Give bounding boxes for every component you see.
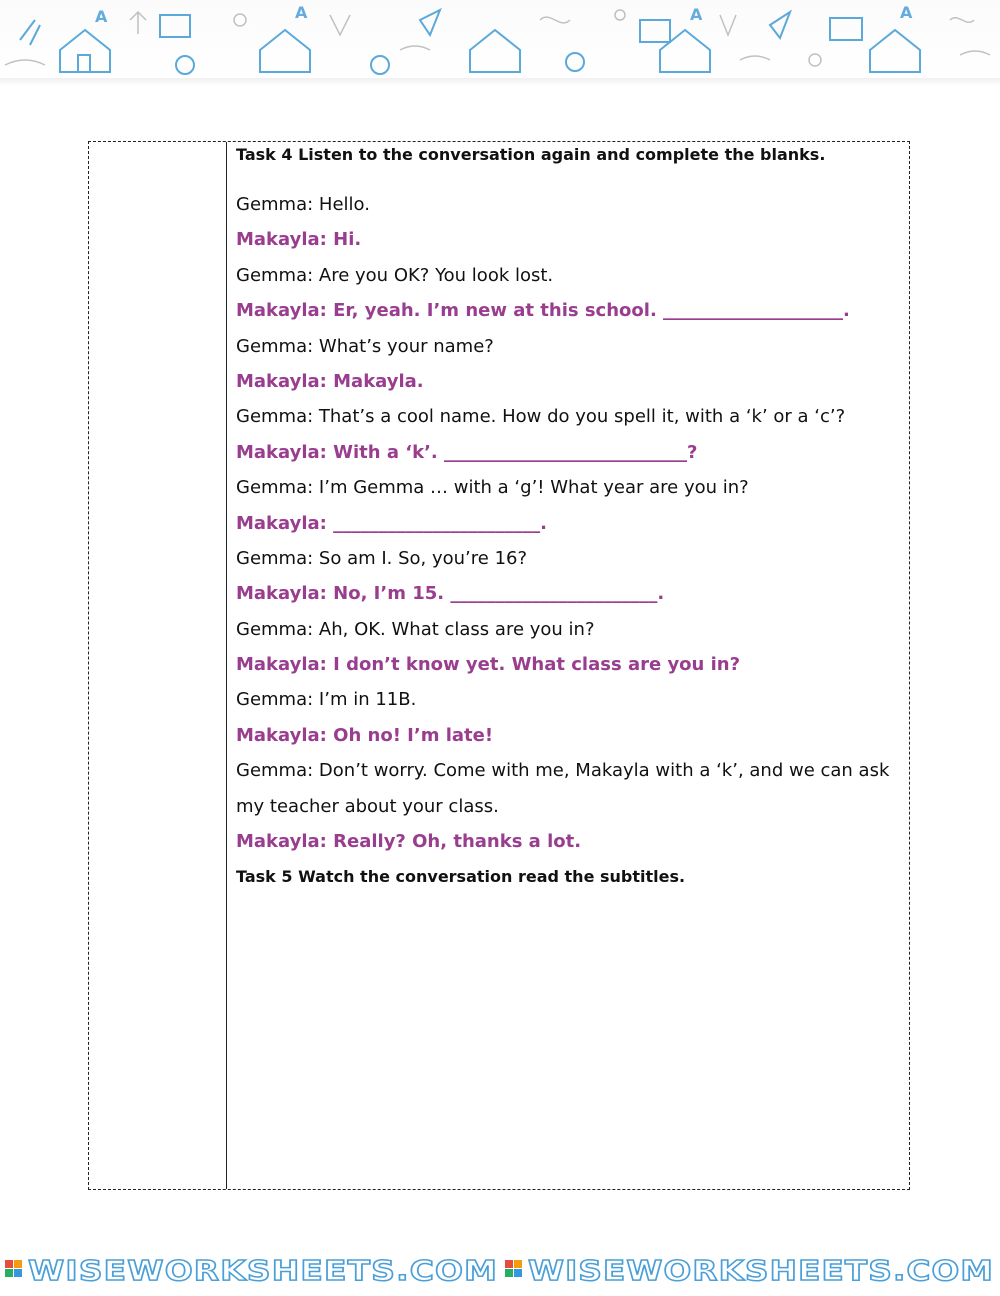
gemma-line: Gemma: I’m Gemma … with a ‘g’! What year are you in? <box>236 477 749 499</box>
watermark-text-left: WISEWORKSHEETS.COM <box>28 1254 498 1287</box>
column-divider <box>226 142 227 1189</box>
footer-watermark <box>0 1252 1000 1292</box>
decorative-banner <box>0 0 1000 80</box>
gemma-line: Gemma: I’m in 11B. <box>236 689 417 711</box>
svg-text:A: A <box>295 3 308 22</box>
makayla-line: Makayla: Er, yeah. I’m new at this school. ____________________. <box>236 300 850 322</box>
makayla-line: Makayla: I don’t know yet. What class are you in? <box>236 654 741 676</box>
svg-text:A: A <box>95 7 108 26</box>
svg-text:A: A <box>690 5 703 24</box>
makayla-line: Makayla: Really? Oh, thanks a lot. <box>236 831 582 853</box>
school-doodles-icon <box>0 0 1000 80</box>
gemma-line: Gemma: Hello. <box>236 194 370 215</box>
gemma-line: Gemma: That’s a cool name. How do you spell it, with a ‘k’ or a ‘c’? <box>236 406 846 428</box>
makayla-line: Makayla: Hi. <box>236 229 362 251</box>
dialogue <box>236 187 906 859</box>
worksheet-content <box>236 143 906 893</box>
makayla-line: Makayla: No, I’m 15. _______________________. <box>236 583 665 605</box>
task4-title: Task 4 Listen to the conversation again and complete the blanks. <box>236 145 826 164</box>
svg-text:A: A <box>900 3 913 22</box>
gemma-line: Gemma: What’s your name? <box>236 335 494 357</box>
banner-shadow <box>0 78 1000 86</box>
makayla-line: Makayla: With a ‘k’. ___________________________? <box>236 441 698 463</box>
task5-title: Task 5 Watch the conversation read the subtitles. <box>236 867 686 887</box>
gemma-line: Gemma: So am I. So, you’re 16? <box>236 547 528 569</box>
makayla-line: Makayla: Makayla. <box>236 370 424 392</box>
wiseworksheets-logo-icon <box>0 1252 1000 1292</box>
gemma-line: Gemma: Don’t worry. Come with me, Makayla with a ‘k’, and we can ask my teacher about your class. <box>236 760 890 817</box>
gemma-line: Gemma: Are you OK? You look lost. <box>236 264 554 286</box>
makayla-line: Makayla: _______________________. <box>236 512 547 534</box>
watermark-text-right: WISEWORKSHEETS.COM <box>528 1254 994 1287</box>
makayla-line: Makayla: Oh no! I’m late! <box>236 724 494 746</box>
gemma-line: Gemma: Ah, OK. What class are you in? <box>236 618 595 640</box>
